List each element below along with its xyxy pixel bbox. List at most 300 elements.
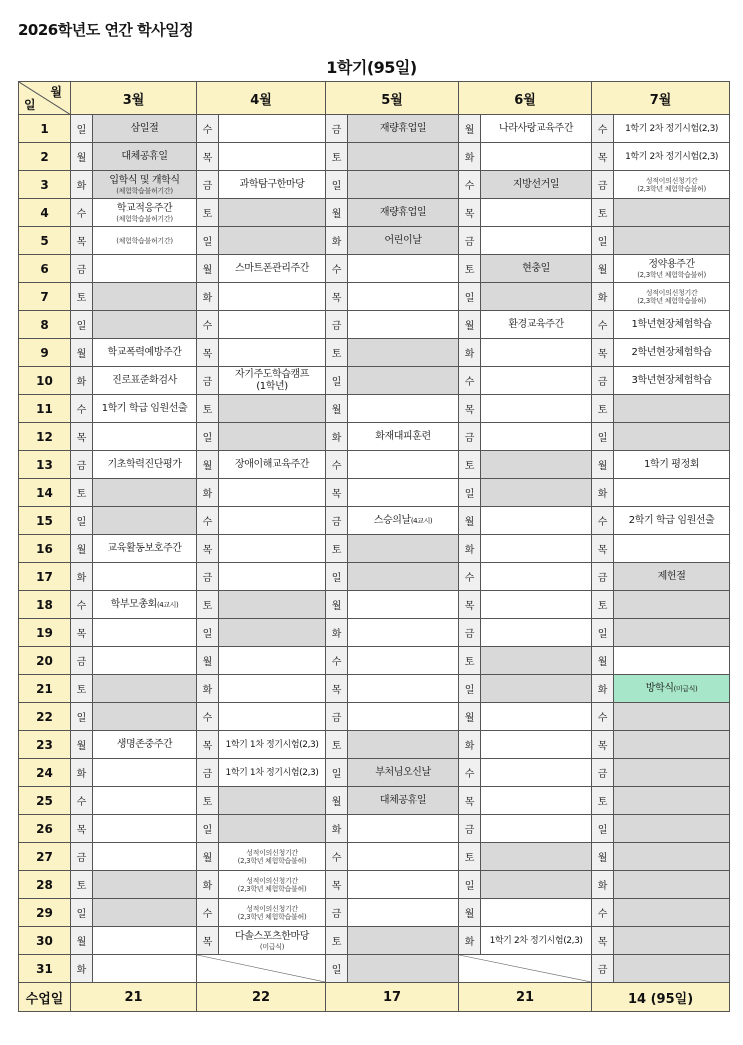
day-number: 8 [19,311,71,339]
day-number: 20 [19,647,71,675]
event-cell [93,843,197,871]
event-note: 성적이의신청기간 [645,288,698,297]
event-title: 방학식 [645,682,674,694]
event-suffix: (미급식) [673,684,698,693]
event-cell [614,815,730,843]
table-row [19,675,730,703]
event-cell [219,367,326,395]
event-text [614,515,729,527]
event-cell [614,507,730,535]
event-note-2: (2,3학년 체험학습불허) [237,856,307,865]
weekday-cell: 일 [592,619,614,647]
event-text [614,259,729,271]
weekday-cell: 목 [459,395,481,423]
event-cell [93,871,197,899]
event-cell [93,899,197,927]
month-header: 7월 [592,82,730,115]
footer-row [19,983,730,1012]
event-cell [93,675,197,703]
weekday-cell: 수 [592,507,614,535]
weekday-cell: 토 [592,395,614,423]
weekday-cell: 화 [592,283,614,311]
day-number: 11 [19,395,71,423]
event-text [219,179,325,191]
corner-month-label: 월 [50,85,62,99]
event-title: 입학식 및 개학식 [109,174,180,186]
event-cell [481,451,592,479]
weekday-cell: 토 [197,787,219,815]
weekday-cell: 토 [71,675,93,703]
weekday-cell: 목 [71,815,93,843]
event-text [219,931,325,943]
month-header: 3월 [71,82,197,115]
event-suffix: (4교시) [410,516,433,525]
event-cell [481,171,592,199]
weekday-cell: 목 [592,339,614,367]
weekday-cell: 월 [326,787,348,815]
event-cell [93,647,197,675]
weekday-cell: 금 [326,115,348,143]
event-cell [93,955,197,983]
event-cell [219,479,326,507]
weekday-cell: 금 [459,423,481,451]
event-cell [219,591,326,619]
header-row [19,82,730,115]
table-row [19,731,730,759]
weekday-cell: 일 [592,815,614,843]
weekday-cell: 토 [197,591,219,619]
weekday-cell: 화 [326,619,348,647]
event-cell [481,787,592,815]
weekday-cell: 수 [197,899,219,927]
event-text [614,459,729,471]
weekday-cell: 수 [197,115,219,143]
event-cell [481,311,592,339]
weekday-cell: 목 [459,787,481,815]
weekday-cell: 화 [592,675,614,703]
event-cell [348,339,459,367]
weekday-cell: 토 [71,283,93,311]
event-cell [614,843,730,871]
event-text [93,375,196,387]
weekday-cell: 토 [326,143,348,171]
weekday-cell: 수 [326,647,348,675]
event-title: 나라사랑교육주간 [499,122,574,134]
event-note: 성적이의신청기간 [246,848,298,857]
day-number: 31 [19,955,71,983]
weekday-cell: 월 [71,143,93,171]
event-title: 1학기 평정회 [644,458,700,470]
day-number: 22 [19,703,71,731]
event-title: 제헌절 [657,570,686,582]
event-text [93,739,196,751]
event-note: 성적이의신청기간 [645,176,698,185]
event-cell [614,451,730,479]
event-cell [614,171,730,199]
event-title: 부처님오신날 [375,766,431,778]
event-note-2: (2,3학년 체험학습불허) [637,296,706,305]
weekday-cell: 토 [71,479,93,507]
weekday-cell: 목 [326,871,348,899]
event-cell [348,199,459,227]
event-cell [481,759,592,787]
weekday-cell: 목 [592,731,614,759]
day-number: 28 [19,871,71,899]
event-cell [348,283,459,311]
event-text [93,123,196,135]
day-number: 14 [19,479,71,507]
month-total: 17 [326,983,459,1012]
event-cell [219,899,326,927]
event-cell [614,731,730,759]
day-number: 24 [19,759,71,787]
weekday-cell: 금 [459,619,481,647]
event-cell [93,395,197,423]
day-number: 5 [19,227,71,255]
table-row [19,787,730,815]
table-row [19,703,730,731]
table-row [19,871,730,899]
event-cell [481,199,592,227]
table-row [19,423,730,451]
table-row [19,339,730,367]
weekday-cell: 월 [326,591,348,619]
weekday-cell: 화 [459,927,481,955]
event-title: 학교폭력예방주간 [107,346,182,358]
event-cell [614,479,730,507]
weekday-cell: 일 [71,899,93,927]
weekday-cell: 금 [592,759,614,787]
event-title: 삼일절 [130,122,159,134]
event-cell [93,619,197,647]
event-text [614,151,729,163]
event-cell [219,143,326,171]
weekday-cell: 금 [326,311,348,339]
table-row [19,591,730,619]
event-cell [614,899,730,927]
event-cell [614,143,730,171]
day-number: 25 [19,787,71,815]
event-cell [219,395,326,423]
event-cell [93,171,197,199]
weekday-cell: 금 [326,899,348,927]
weekday-cell: 토 [326,731,348,759]
event-text [219,739,325,751]
weekday-cell: 수 [71,199,93,227]
diagonal-line [459,955,591,982]
event-cell [93,563,197,591]
event-title: 1학기 2차 정기시험(2,3) [625,151,719,162]
weekday-cell: 일 [592,423,614,451]
weekday-cell: 일 [197,619,219,647]
event-cell [219,283,326,311]
event-cell [219,815,326,843]
event-title: 재량휴업일 [379,206,427,218]
event-cell [614,339,730,367]
event-cell [481,703,592,731]
event-cell [481,255,592,283]
event-cell [348,115,459,143]
event-cell [93,787,197,815]
event-note-2: (2,3학년 체험학습불허) [237,912,307,921]
event-title: 화재대피훈련 [375,430,431,442]
event-cell [93,199,197,227]
day-number: 26 [19,815,71,843]
event-title: 학부모총회 [110,598,157,610]
weekday-cell: 토 [197,199,219,227]
table-row [19,227,730,255]
event-cell [219,255,326,283]
weekday-cell: 수 [459,367,481,395]
weekday-cell: 목 [197,927,219,955]
weekday-cell: 월 [71,927,93,955]
table-row [19,647,730,675]
day-number: 7 [19,283,71,311]
weekday-cell: 화 [71,367,93,395]
day-number: 1 [19,115,71,143]
event-cell [93,927,197,955]
event-cell [93,591,197,619]
event-cell [481,815,592,843]
weekday-cell: 월 [71,731,93,759]
event-text [614,347,729,359]
event-cell [93,339,197,367]
event-cell [481,731,592,759]
day-number: 29 [19,899,71,927]
event-cell [93,143,197,171]
table-row [19,115,730,143]
day-number: 21 [19,675,71,703]
event-title: 환경교육주간 [508,318,564,330]
weekday-cell: 금 [197,367,219,395]
event-cell [93,311,197,339]
event-cell [481,115,592,143]
weekday-cell: 화 [197,675,219,703]
day-number: 18 [19,591,71,619]
weekday-cell: 목 [71,227,93,255]
table-row [19,311,730,339]
event-cell [219,507,326,535]
table-row [19,143,730,171]
weekday-cell: 수 [592,311,614,339]
event-text [614,571,729,583]
empty-day [197,955,326,983]
event-cell [481,899,592,927]
weekday-cell: 목 [71,423,93,451]
event-cell [219,927,326,955]
event-cell [348,899,459,927]
weekday-cell: 월 [197,647,219,675]
event-cell [481,143,592,171]
weekday-cell: 월 [592,451,614,479]
event-cell [614,563,730,591]
weekday-cell: 토 [459,255,481,283]
event-cell [481,927,592,955]
weekday-cell: 토 [459,451,481,479]
weekday-cell: 월 [459,311,481,339]
event-cell [93,815,197,843]
event-note-2: (2,3학년 체험학습불허) [237,884,307,893]
day-number: 17 [19,563,71,591]
event-cell [614,283,730,311]
weekday-cell: 금 [71,451,93,479]
table-row [19,899,730,927]
weekday-cell: 일 [459,479,481,507]
event-cell [614,927,730,955]
month-header: 4월 [197,82,326,115]
event-note: (미급식) [259,942,285,951]
weekday-cell: 수 [326,255,348,283]
event-cell [614,871,730,899]
event-text [348,795,458,807]
weekday-cell: 토 [326,339,348,367]
weekday-cell: 월 [197,255,219,283]
event-title: 2학기 학급 임원선출 [628,514,715,526]
weekday-cell: 목 [197,731,219,759]
table-row [19,451,730,479]
weekday-cell: 일 [326,171,348,199]
event-title: 현충일 [522,262,550,274]
table-row [19,619,730,647]
event-text [219,369,325,381]
document-title: 2026학년도 연간 학사일정 [18,21,194,39]
event-text [481,123,591,135]
event-text [93,599,196,611]
month-total: 21 [71,983,197,1012]
day-number: 13 [19,451,71,479]
event-cell [348,227,459,255]
day-number: 6 [19,255,71,283]
weekday-cell: 화 [326,815,348,843]
weekday-cell: 일 [326,759,348,787]
event-cell [93,283,197,311]
table-row [19,955,730,983]
event-title: 1학기 1차 정기시험(2,3) [225,767,319,778]
weekday-cell: 수 [459,563,481,591]
weekday-cell: 목 [197,339,219,367]
weekday-cell: 화 [71,759,93,787]
event-text [348,207,458,219]
event-text [348,515,458,527]
weekday-cell: 수 [197,507,219,535]
event-note-2: (2,3학년 체험학습불허) [637,184,706,193]
weekday-cell: 일 [71,507,93,535]
weekday-cell: 토 [197,395,219,423]
footer-label: 수업일 [19,983,71,1012]
event-cell [348,143,459,171]
weekday-cell: 일 [71,115,93,143]
event-title: 정약용주간 [648,258,695,270]
weekday-cell: 목 [326,283,348,311]
month-total: 21 [459,983,592,1012]
event-text [348,767,458,779]
weekday-cell: 일 [71,703,93,731]
event-title: 자기주도학습캠프 [234,368,310,380]
event-text [93,459,196,471]
month-header: 6월 [459,82,592,115]
weekday-cell: 일 [326,955,348,983]
event-text [614,683,729,695]
event-text [93,403,196,415]
event-cell [348,675,459,703]
corner-cell [19,82,71,115]
event-cell [481,563,592,591]
event-cell [93,759,197,787]
event-title: 교육활동보호주간 [107,542,182,554]
event-cell [481,647,592,675]
table-row [19,843,730,871]
event-text [93,151,196,163]
event-cell [348,451,459,479]
weekday-cell: 화 [197,479,219,507]
day-number: 10 [19,367,71,395]
event-cell [614,955,730,983]
event-cell [348,171,459,199]
event-cell [348,479,459,507]
weekday-cell: 수 [592,115,614,143]
event-cell [219,731,326,759]
day-number: 15 [19,507,71,535]
event-cell [348,535,459,563]
event-cell [481,479,592,507]
weekday-cell: 월 [459,899,481,927]
event-title: 장애이해교육주간 [234,458,310,470]
event-cell [614,535,730,563]
weekday-cell: 수 [71,395,93,423]
event-cell [219,451,326,479]
event-title: 스마트폰관리주간 [234,262,310,274]
day-number: 27 [19,843,71,871]
semester-title: 1학기(95일) [326,58,417,77]
event-title: 3학년현장체험학습 [631,374,712,386]
event-cell [348,619,459,647]
event-cell [348,731,459,759]
weekday-cell: 월 [71,535,93,563]
event-title: 재량휴업일 [379,122,427,134]
event-cell [93,423,197,451]
weekday-cell: 목 [592,535,614,563]
event-cell [219,199,326,227]
table-row [19,535,730,563]
event-note: (2,3학년 체험학습불허) [637,270,706,279]
weekday-cell: 월 [592,647,614,675]
table-row [19,507,730,535]
weekday-cell: 수 [71,787,93,815]
event-cell [93,255,197,283]
weekday-cell: 금 [459,227,481,255]
table-row [19,759,730,787]
event-cell [481,339,592,367]
weekday-cell: 화 [71,171,93,199]
event-cell [481,283,592,311]
event-cell [219,171,326,199]
event-cell [614,199,730,227]
weekday-cell: 금 [197,171,219,199]
weekday-cell: 수 [197,311,219,339]
weekday-cell: 월 [71,339,93,367]
event-cell [93,507,197,535]
weekday-cell: 월 [592,843,614,871]
event-cell [348,591,459,619]
weekday-cell: 금 [71,255,93,283]
event-cell [614,227,730,255]
event-cell [219,647,326,675]
weekday-cell: 목 [592,143,614,171]
event-title: 생명존중주간 [116,738,173,750]
day-number: 19 [19,619,71,647]
event-cell [348,815,459,843]
diagonal-line [197,955,325,982]
